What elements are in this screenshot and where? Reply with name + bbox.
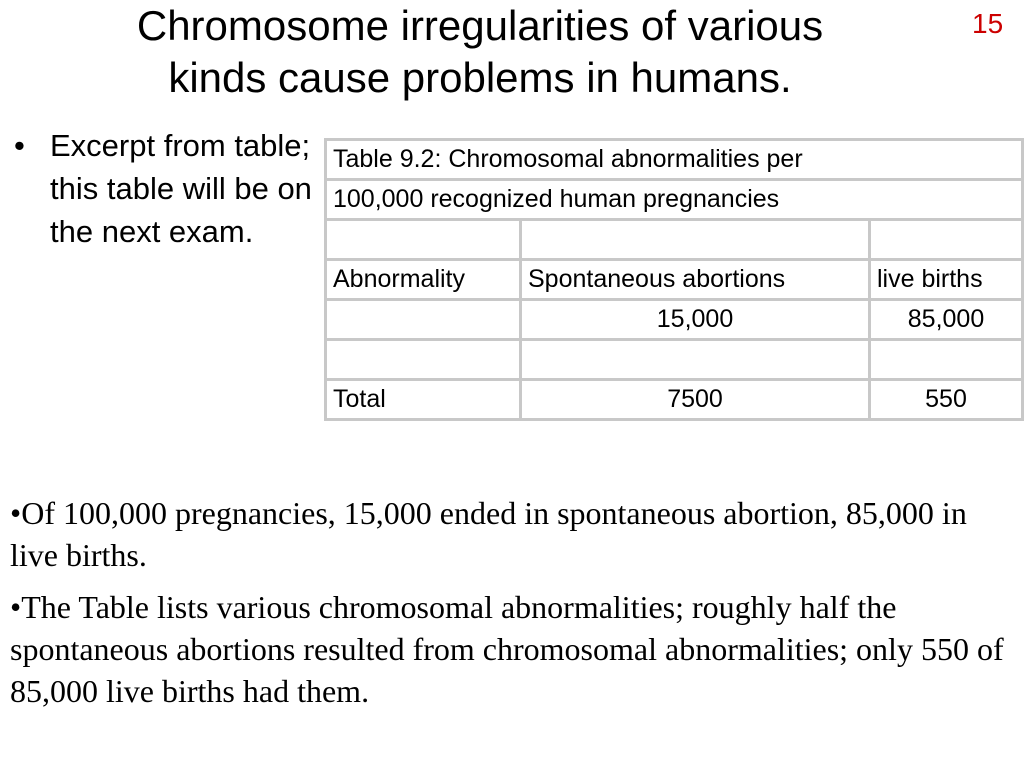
table-caption-row-1 (326, 140, 1023, 180)
live-births-count: 85,000 (870, 300, 1023, 340)
table-row-empty (326, 340, 1023, 380)
table-row-total (326, 380, 1023, 420)
excerpt-text: Excerpt from table; this table will be on the next exam. (50, 128, 312, 249)
bullet-marker: • (14, 128, 25, 163)
body-point-2: •The Table lists various chromosomal abnormalities; roughly half the spontaneous abortions resulted from chromosomal abnormalities; only 550 of 85,000 live births had them. (10, 589, 1004, 709)
slide-number: 15 (972, 8, 1004, 39)
table-cell (870, 220, 1023, 260)
table-cell (870, 340, 1023, 380)
body-text (10, 492, 1010, 722)
table-row-empty (326, 220, 1023, 260)
header-live-births: live births (870, 260, 1023, 300)
header-abnormality: Abnormality (326, 260, 521, 300)
total-label: Total (326, 380, 521, 420)
title-line-2: kinds cause problems in humans. (168, 54, 792, 101)
table-caption-row-2 (326, 180, 1023, 220)
body-point-1: •Of 100,000 pregnancies, 15,000 ended in spontaneous abortion, 85,000 in live births. (10, 495, 967, 573)
table-header-row (326, 260, 1023, 300)
table-caption-line-2: 100,000 recognized human pregnancies (326, 180, 1023, 220)
abnormalities-table (324, 138, 1024, 421)
table-row-counts (326, 300, 1023, 340)
header-spontaneous-abortions: Spontaneous abortions (521, 260, 870, 300)
table-cell (326, 220, 521, 260)
table-caption-line-1: Table 9.2: Chromosomal abnormalities per (326, 140, 1023, 180)
table-cell (521, 340, 870, 380)
excerpt-bullet (14, 124, 324, 253)
total-abortions: 7500 (521, 380, 870, 420)
table-cell (326, 300, 521, 340)
page-title (20, 0, 940, 104)
table-cell (326, 340, 521, 380)
title-line-1: Chromosome irregularities of various (136, 2, 824, 49)
table-cell (521, 220, 870, 260)
abortions-count: 15,000 (521, 300, 870, 340)
total-live-births: 550 (870, 380, 1023, 420)
